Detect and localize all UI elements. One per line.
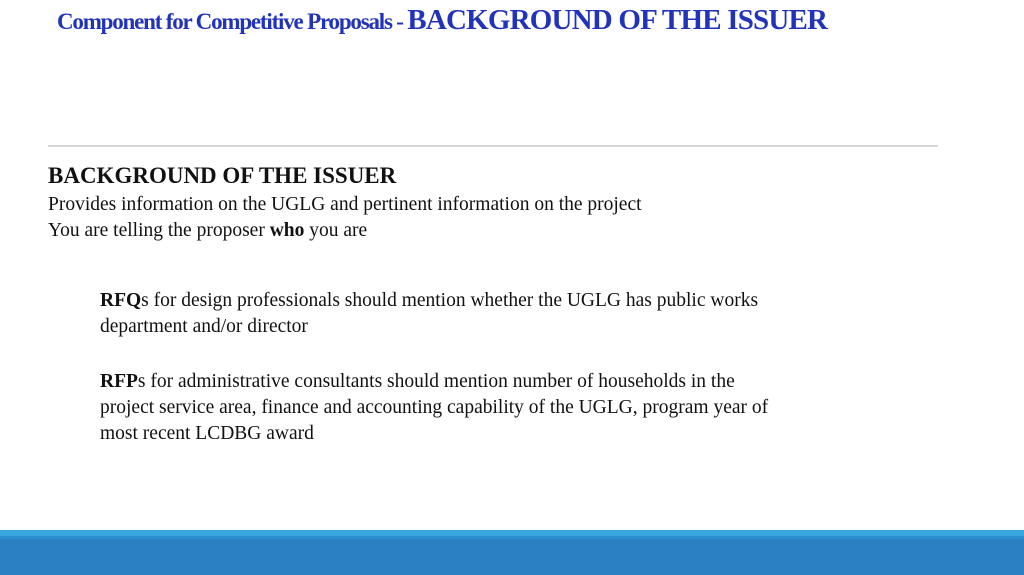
footer-band	[0, 530, 1024, 575]
body-line-who	[48, 218, 367, 244]
bullet-rfp	[100, 369, 790, 447]
divider	[48, 145, 938, 147]
bullet-rfp-term: RFP	[100, 371, 138, 392]
bullet-rfq-text: s for design professionals should mention whether the UGLG has public works department and/or director	[100, 290, 759, 337]
section-heading: BACKGROUND OF THE ISSUER	[48, 163, 397, 188]
bullet-rfq	[100, 288, 790, 340]
title-prefix: Component for Competitive Proposals -	[57, 9, 408, 34]
line2-bold: who	[269, 220, 305, 241]
body-line-uglg-info: Provides information on the UGLG and pertinent information on the project	[48, 194, 642, 215]
footer-shade	[0, 536, 1024, 539]
bullet-rfq-term: RFQ	[100, 290, 142, 311]
slide-title	[57, 4, 957, 36]
line2-after: you are	[304, 220, 368, 241]
line2-before: You are telling the proposer	[48, 220, 270, 241]
title-main: BACKGROUND OF THE ISSUER	[407, 4, 828, 36]
bullet-rfp-text: s for administrative consultants should mention number of households in the project service area, finance and accounting capability of the UGLG, program year of most recent LCDBG award	[100, 371, 769, 444]
